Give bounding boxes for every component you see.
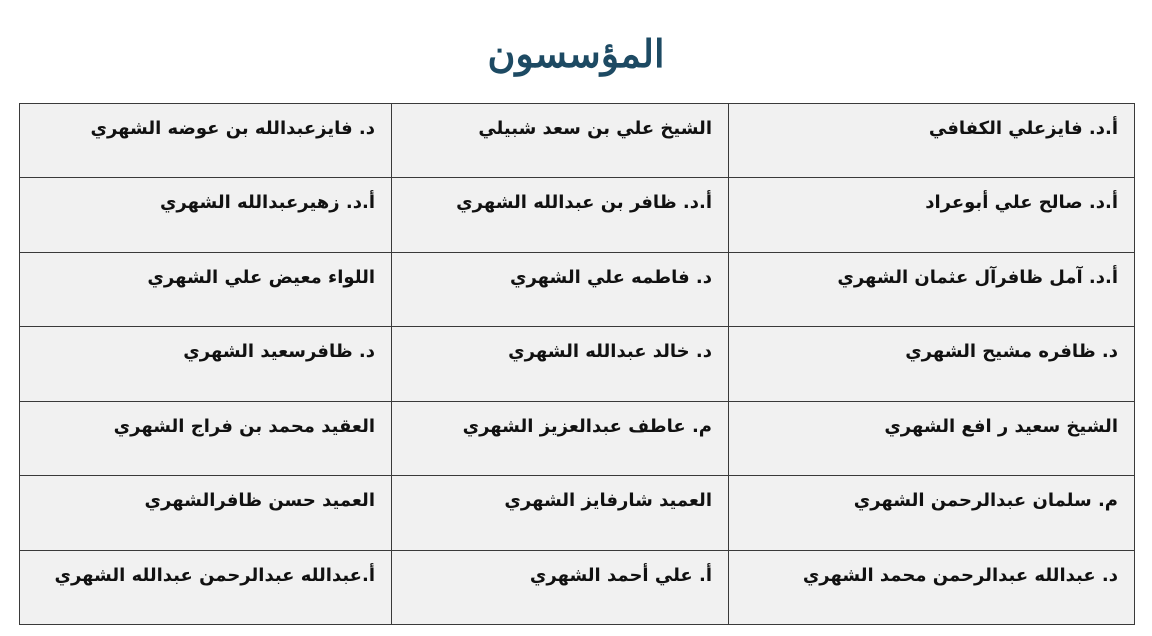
founder-name: أ.د. آمل ظافرآل عثمان الشهري	[729, 252, 1135, 326]
founder-name: د. ظافرسعيد الشهري	[20, 327, 392, 401]
founder-name: د. عبدالله عبدالرحمن محمد الشهري	[729, 550, 1135, 624]
founder-name: أ.د. صالح علي أبوعراد	[729, 178, 1135, 252]
founder-name: أ.عبدالله عبدالرحمن عبدالله الشهري	[20, 550, 392, 624]
founder-name: م. سلمان عبدالرحمن الشهري	[729, 476, 1135, 550]
founder-name: العميد شارفايز الشهري	[392, 476, 729, 550]
founder-name: م. عاطف عبدالعزيز الشهري	[392, 401, 729, 475]
table-row	[20, 252, 1135, 326]
founder-name: أ. علي أحمد الشهري	[392, 550, 729, 624]
founder-name: العميد حسن ظافرالشهري	[20, 476, 392, 550]
table-row	[20, 104, 1135, 178]
founder-name: د. فاطمه علي الشهري	[392, 252, 729, 326]
page-title: المؤسسون	[487, 31, 665, 76]
founder-name: الشيخ علي بن سعد شبيلي	[392, 104, 729, 178]
founder-name: أ.د. ظافر بن عبدالله الشهري	[392, 178, 729, 252]
founders-table	[19, 103, 1135, 625]
founder-name: اللواء معيض علي الشهري	[20, 252, 392, 326]
table-row	[20, 178, 1135, 252]
founder-name: الشيخ سعيد ر افع الشهري	[729, 401, 1135, 475]
founder-name: أ.د. فايزعلي الكفافي	[729, 104, 1135, 178]
founder-name: د. خالد عبدالله الشهري	[392, 327, 729, 401]
founder-name: د. ظافره مشيح الشهري	[729, 327, 1135, 401]
table-row	[20, 550, 1135, 624]
table-row	[20, 401, 1135, 475]
founder-name: د. فايزعبدالله بن عوضه الشهري	[20, 104, 392, 178]
table-row	[20, 327, 1135, 401]
table-row	[20, 476, 1135, 550]
founder-name: العقيد محمد بن فراج الشهري	[20, 401, 392, 475]
founder-name: أ.د. زهيرعبدالله الشهري	[20, 178, 392, 252]
